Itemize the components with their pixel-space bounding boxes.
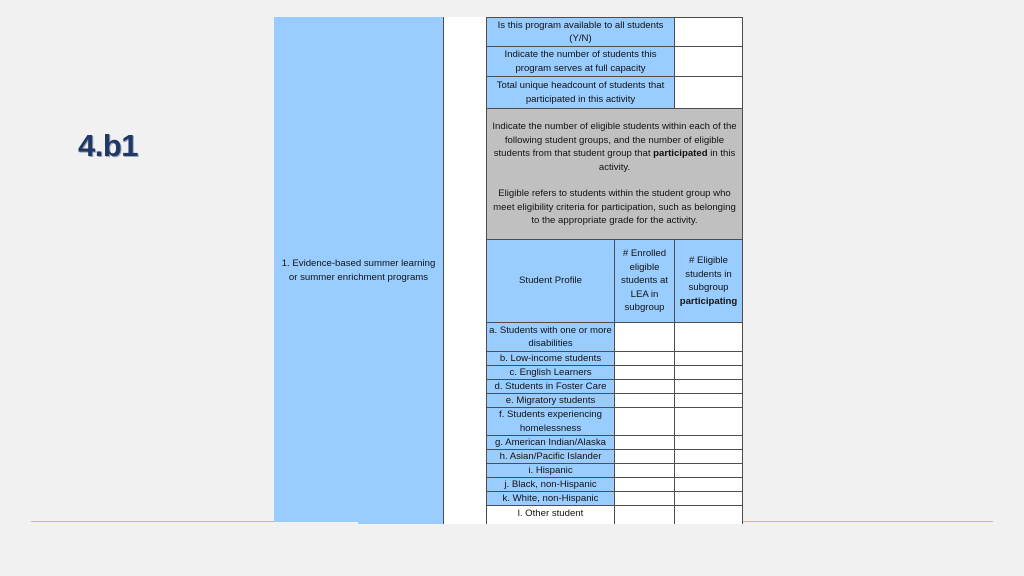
answer-cell[interactable] [675, 47, 743, 77]
header-eligible-participating: # Eligible students in subgroup participating [675, 240, 743, 323]
answer-cell[interactable] [675, 18, 743, 47]
enrolled-input-cell[interactable] [615, 323, 675, 352]
subgroup-label: b. Low-income students [487, 352, 615, 366]
program-label-cell: 1. Evidence-based summer learning or summer enrichment programs [274, 17, 444, 524]
subgroup-label: g. American Indian/Alaska [487, 436, 615, 450]
participating-input-cell[interactable] [675, 408, 743, 436]
question-cell: Total unique headcount of students that participated in this activity [487, 77, 675, 109]
enrolled-input-cell[interactable] [615, 506, 675, 524]
subgroup-label: c. English Learners [487, 366, 615, 380]
participating-input-cell[interactable] [675, 380, 743, 394]
spreadsheet-table [274, 17, 743, 524]
subgroup-label: f. Students experiencing homelessness [487, 408, 615, 436]
slide-title: 4.b1 [78, 128, 139, 163]
participating-input-cell[interactable] [675, 464, 743, 478]
enrolled-input-cell[interactable] [615, 478, 675, 492]
instructions-cell [487, 109, 743, 240]
subgroup-label: l. Other student [487, 506, 615, 524]
subgroup-label: a. Students with one or more disabilities [487, 323, 615, 352]
header-student-profile: Student Profile [487, 240, 615, 323]
enrolled-input-cell[interactable] [615, 366, 675, 380]
header-enrolled: # Enrolled eligible students at LEA in subgroup [615, 240, 675, 323]
participating-input-cell[interactable] [675, 394, 743, 408]
footer-divider-left [31, 521, 274, 522]
participating-input-cell[interactable] [675, 366, 743, 380]
enrolled-input-cell[interactable] [615, 436, 675, 450]
cropped-edge [274, 522, 358, 524]
enrolled-input-cell[interactable] [615, 394, 675, 408]
footer-divider-right [743, 521, 993, 522]
participating-input-cell[interactable] [675, 436, 743, 450]
instructions-paragraph-2: Eligible refers to students within the student group who meet eligibility criteria for participation, such as belonging to the appropriate grade for the activity. [493, 188, 736, 227]
subgroup-label: j. Black, non-Hispanic [487, 478, 615, 492]
subgroup-label: h. Asian/Pacific Islander [487, 450, 615, 464]
enrolled-input-cell[interactable] [615, 352, 675, 366]
participating-input-cell[interactable] [675, 492, 743, 506]
subgroup-label: d. Students in Foster Care [487, 380, 615, 394]
participating-input-cell[interactable] [675, 323, 743, 352]
subgroup-label: k. White, non-Hispanic [487, 492, 615, 506]
subgroup-label: e. Migratory students [487, 394, 615, 408]
instructions-paragraph-1: Indicate the number of eligible students within each of the following student groups, and the number of eligible students from that student group that participated in this activity. [492, 121, 737, 173]
question-cell: Is this program available to all students (Y/N) [487, 18, 675, 47]
answer-cell[interactable] [675, 77, 743, 109]
blank-column [444, 17, 487, 524]
participating-input-cell[interactable] [675, 506, 743, 524]
participating-input-cell[interactable] [675, 450, 743, 464]
participating-input-cell[interactable] [675, 352, 743, 366]
enrolled-input-cell[interactable] [615, 380, 675, 394]
enrolled-input-cell[interactable] [615, 492, 675, 506]
participating-input-cell[interactable] [675, 478, 743, 492]
enrolled-input-cell[interactable] [615, 464, 675, 478]
enrolled-input-cell[interactable] [615, 450, 675, 464]
question-cell: Indicate the number of students this program serves at full capacity [487, 47, 675, 77]
enrolled-input-cell[interactable] [615, 408, 675, 436]
subgroup-label: i. Hispanic [487, 464, 615, 478]
